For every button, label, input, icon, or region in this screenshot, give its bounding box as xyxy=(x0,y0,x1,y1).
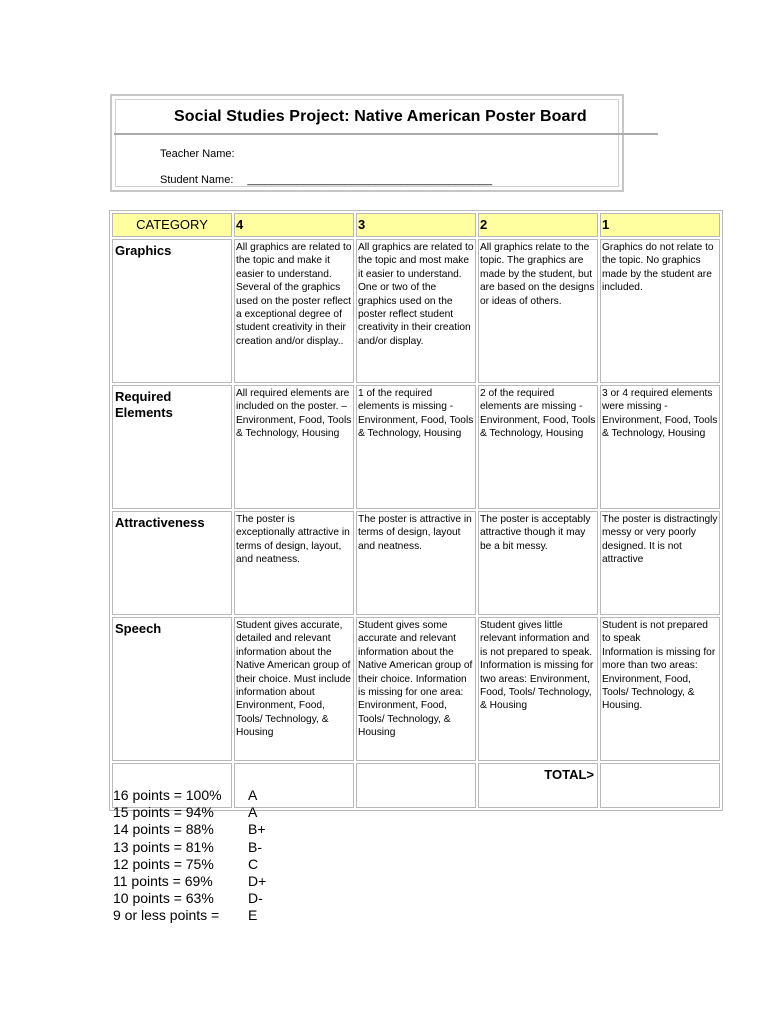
total-value-cell xyxy=(600,763,720,808)
table-cell: 3 or 4 required elements were missing - Environment, Food, Tools & Technology, Housing xyxy=(600,385,720,509)
table-row xyxy=(112,511,720,615)
table-cell: Student gives accurate, detailed and relevant information about the Native American group of their choice. Must include information about Environment, Food, Tools/ Technology, & Housing xyxy=(234,617,354,761)
grade-letter: A xyxy=(248,787,258,803)
table-cell: The poster is exceptionally attractive in terms of design, layout, and neatness. xyxy=(234,511,354,615)
grade-line xyxy=(113,873,266,890)
row-header-required-elements: Required Elements xyxy=(112,385,232,509)
title-divider xyxy=(114,133,658,135)
grade-points: 15 points = 94% xyxy=(113,804,214,821)
table-cell: Student is not prepared to speak Information is missing for more than two areas: Environment, Food, Tools/ Technology, & Housing. xyxy=(600,617,720,761)
table-cell: All graphics are related to the topic and make it easier to understand. Several of the graphics used on the poster reflect a exceptional degree of student creativity in their creation and/or display.. xyxy=(234,239,354,383)
grade-letter: E xyxy=(248,907,258,924)
student-name-label: Student Name: xyxy=(160,174,234,186)
grading-scale xyxy=(113,787,266,925)
grade-letter: A xyxy=(248,804,258,821)
row-header-speech: Speech xyxy=(112,617,232,761)
row-header-graphics: Graphics xyxy=(112,239,232,383)
grade-line xyxy=(113,821,266,838)
table-row xyxy=(112,385,720,509)
grade-points: 10 points = 63% xyxy=(113,890,214,907)
teacher-name-label: Teacher Name: xyxy=(160,148,235,160)
rubric-table xyxy=(109,210,723,811)
grade-letter: D+ xyxy=(248,873,267,890)
rubric-header-row xyxy=(112,213,720,237)
column-header-category: CATEGORY xyxy=(112,213,232,237)
table-cell: All graphics relate to the topic. The graphics are made by the student, but are based on the designs or ideas of others. xyxy=(478,239,598,383)
table-cell: The poster is distractingly messy or very poorly designed. It is not attractive xyxy=(600,511,720,615)
column-header-4: 4 xyxy=(234,213,354,237)
table-cell: 1 of the required elements is missing - Environment, Food, Tools & Technology, Housing xyxy=(356,385,476,509)
table-cell: All graphics are related to the topic and most make it easier to understand. One or two of the graphics used on the poster reflect student creativity in their creation and/or display. xyxy=(356,239,476,383)
grade-points: 16 points = 100% xyxy=(113,787,222,803)
grade-line xyxy=(113,839,266,856)
grade-line xyxy=(113,856,266,873)
grade-line xyxy=(113,890,266,907)
table-cell: 2 of the required elements are missing - Environment, Food, Tools & Technology, Housing xyxy=(478,385,598,509)
column-header-3: 3 xyxy=(356,213,476,237)
table-cell: Student gives some accurate and relevant information about the Native American group of their choice. Information is missing for one area: Environment, Food, Tools/ Technology, & Housing xyxy=(356,617,476,761)
table-row xyxy=(112,617,720,761)
page-title: Social Studies Project: Native American Poster Board xyxy=(174,108,587,125)
table-cell: Graphics do not relate to the topic. No graphics made by the student are included. xyxy=(600,239,720,383)
student-name-row xyxy=(160,174,492,186)
grade-points: 9 or less points = xyxy=(113,907,220,924)
table-cell: All required elements are included on the poster. – Environment, Food, Tools & Technology, Housing xyxy=(234,385,354,509)
table-cell: The poster is acceptably attractive though it may be a bit messy. xyxy=(478,511,598,615)
total-label: TOTAL> xyxy=(478,763,598,808)
grade-line xyxy=(113,907,266,924)
table-row xyxy=(112,239,720,383)
grade-letter: C xyxy=(248,855,259,872)
column-header-1: 1 xyxy=(600,213,720,237)
table-cell: Student gives little relevant information and is not prepared to speak. Information is missing for two areas: Environment, Food, Tools/ Technology, & Housing xyxy=(478,617,598,761)
table-cell: The poster is attractive in terms of design, layout and neatness. xyxy=(356,511,476,615)
table-cell xyxy=(356,763,476,808)
grade-line xyxy=(113,804,266,821)
grade-points: 13 points = 81% xyxy=(113,838,214,855)
grade-points: 12 points = 75% xyxy=(113,855,214,872)
grade-line xyxy=(113,787,266,804)
column-header-2: 2 xyxy=(478,213,598,237)
grade-letter: B- xyxy=(248,838,262,855)
row-header-attractiveness: Attractiveness xyxy=(112,511,232,615)
grade-letter: B+ xyxy=(248,821,266,838)
grade-points: 14 points = 88% xyxy=(113,821,214,838)
student-name-line: ________________________________________ xyxy=(247,174,493,186)
grade-letter: D- xyxy=(248,890,263,907)
grade-points: 11 points = 69% xyxy=(113,873,213,890)
